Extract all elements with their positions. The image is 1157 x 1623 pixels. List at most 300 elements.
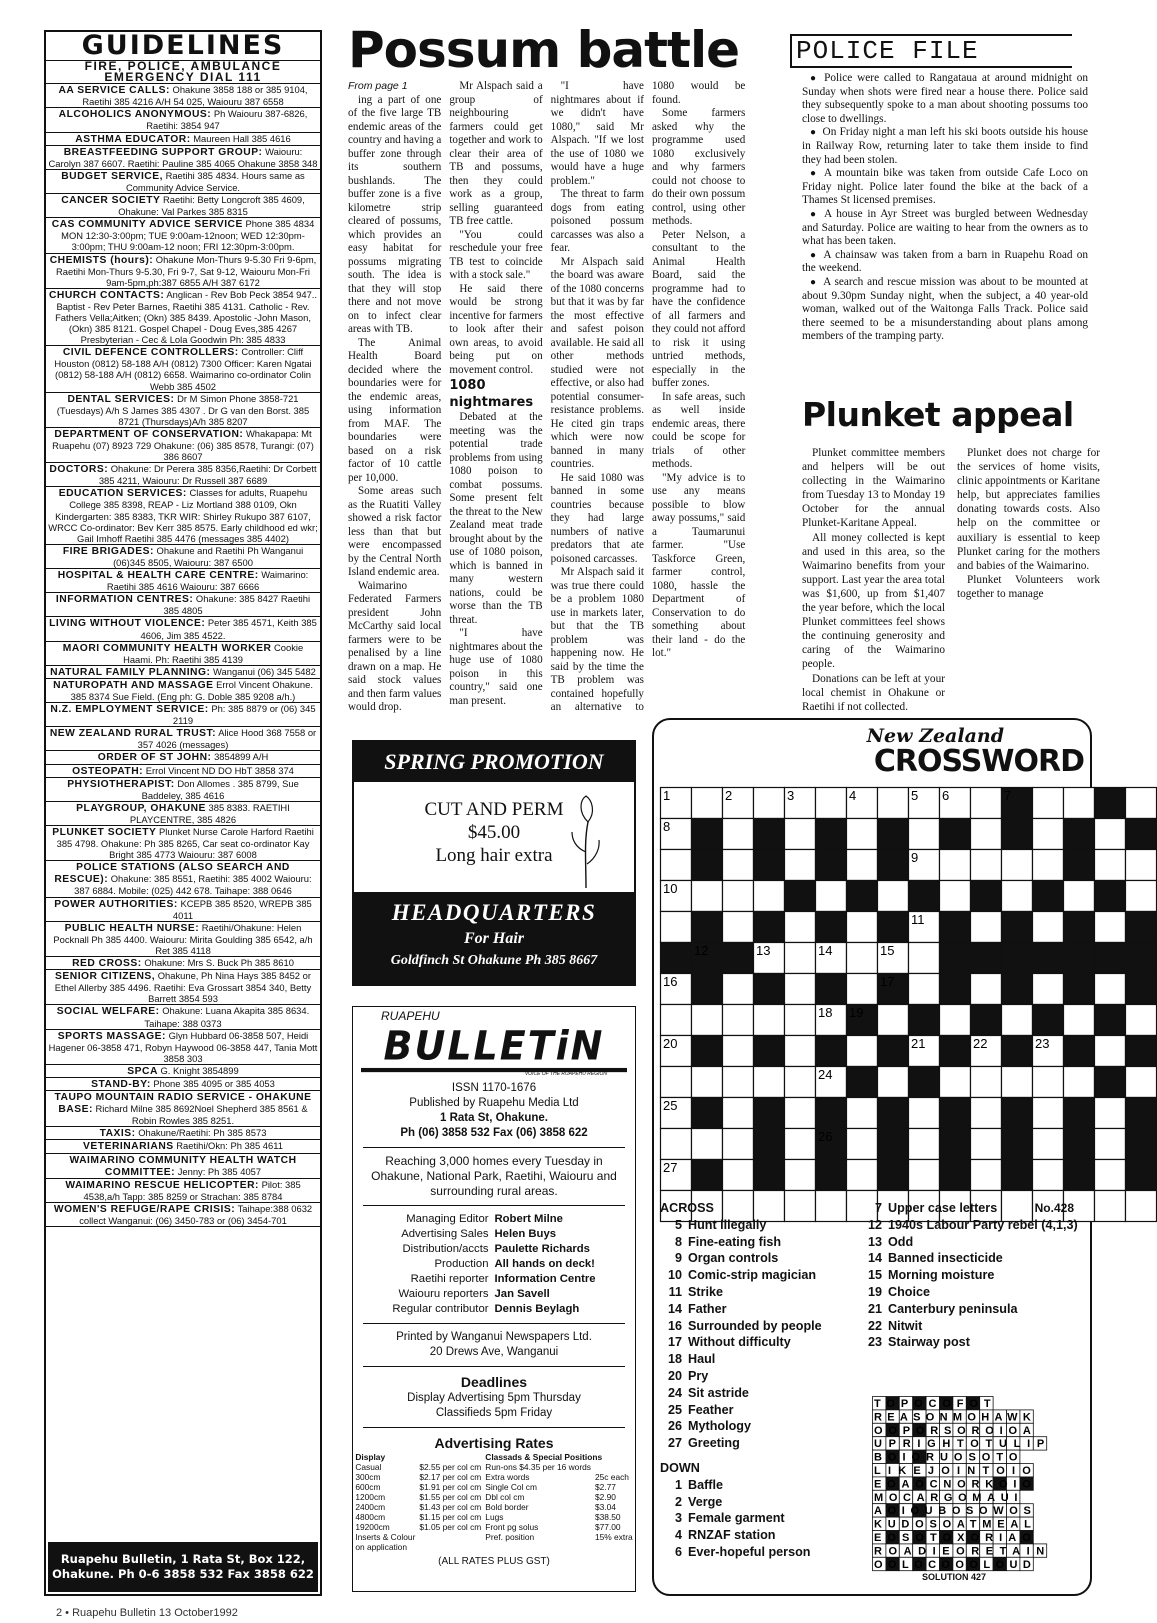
possum-paragraph: Mr Alspach said the board was aware of the 1080 concerns but that it was by far the most effective and safest poison available. He said all other methods studied were not effective, or also had potential consumer-resistance problems. He cited gin traps which were now banned in many countries.: [550, 255, 644, 470]
guideline-entry: [46, 703, 320, 727]
flower-icon: [568, 792, 604, 888]
possum-headline: Possum battle: [348, 21, 740, 79]
grid-cell-black: [971, 881, 1002, 912]
deadline-2: Classifieds 5pm Friday: [435, 1407, 553, 1419]
clue-text: 1940s Labour Party rebel (4,1,3): [888, 1217, 1078, 1232]
guideline-text: Alice Hood 368 7558 or 357 4026 (messages): [137, 727, 317, 751]
separator: [363, 1427, 625, 1428]
grid-cell[interactable]: [785, 1067, 816, 1098]
grid-cell-black: [940, 974, 971, 1005]
spacer: [660, 1452, 860, 1460]
grid-cell[interactable]: [878, 1005, 909, 1036]
rate-cell: 600cm: [355, 1482, 381, 1492]
crossword-grid-svg: [660, 787, 1157, 1222]
grid-cell[interactable]: [847, 1129, 878, 1160]
grid-cell-black: [1033, 1005, 1064, 1036]
guideline-entry: [46, 922, 320, 957]
grid-cell[interactable]: [754, 881, 785, 912]
grid-cell[interactable]: [971, 1067, 1002, 1098]
rates-row: [353, 1492, 634, 1502]
grid-cell[interactable]: [847, 943, 878, 974]
grid-number: 22: [973, 1036, 988, 1051]
grid-cell-black: [940, 1098, 971, 1129]
clue-text: Fine-eating fish: [688, 1234, 782, 1249]
grid-cell[interactable]: [971, 819, 1002, 850]
clue-text: Sit astride: [688, 1385, 749, 1400]
grid-cell[interactable]: [692, 1129, 723, 1160]
clue-number: 9: [674, 1251, 682, 1266]
grid-number: 11: [911, 912, 925, 927]
guideline-heading: INFORMATION CENTRES:: [55, 594, 194, 606]
guideline-entry: [46, 569, 320, 593]
grid-cell-black: [785, 881, 816, 912]
guideline-entry: [46, 170, 320, 194]
possum-paragraph: The Animal Health Board decided where the boundaries were for the endemic areas, using information from MAF. The boundaries were based on a risk factor of 10 cattle per 10,000.: [348, 336, 442, 484]
grid-cell[interactable]: [692, 881, 723, 912]
grid-cell[interactable]: [785, 943, 816, 974]
guideline-text: Jenny: Ph 385 4057: [177, 1165, 262, 1177]
grid-cell-black: [1126, 1129, 1157, 1160]
guideline-text: Ohakune and Raetihi Ph Wanganui (06)345 8505, Waiouru: 387 6500: [113, 544, 304, 568]
clue-number: 20: [667, 1368, 682, 1383]
guideline-entry: [46, 826, 320, 861]
grid-cell[interactable]: [785, 974, 816, 1005]
grid-cell[interactable]: [723, 881, 754, 912]
guideline-text: Whakapapa: Mt Ruapehu (07) 8923 729 Ohakune: (06) 385 8578, Turangi: (07) 386 8607: [52, 427, 314, 463]
guideline-entry: [46, 218, 320, 253]
grid-cell[interactable]: [754, 1067, 785, 1098]
guideline-text: Wanganui (06) 345 5482: [213, 665, 316, 677]
grid-cell[interactable]: [1095, 974, 1126, 1005]
clue-text: Upper case letters: [888, 1201, 998, 1215]
police-item: ● A house in Ayr Street was burgled between Wednesday and Saturday. Police are waiting to hear from the owners as to what has been taken.: [802, 208, 1088, 249]
grid-cell-black: [692, 850, 723, 881]
grid-cell[interactable]: [723, 912, 754, 943]
clue-item: [860, 1267, 1080, 1284]
guideline-text: Peter 385 4571, Keith 385 4606, Jim 385 4522.: [140, 617, 317, 641]
guideline-text: KCEPB 385 8520, WREPB 385 4011: [172, 897, 312, 921]
grid-cell[interactable]: [723, 1160, 754, 1191]
grid-number: 17: [880, 974, 895, 989]
grid-cell[interactable]: [847, 819, 878, 850]
grid-cell[interactable]: [785, 1005, 816, 1036]
clue-text: Morning moisture: [888, 1268, 995, 1283]
police-item: ● A search and rescue mission was about to be mounted at about 9.30pm Sunday night, when the subject, a 40 year-old woman, walked out of the Waitonga Falls Track. Police said there seemed to be a misunderstanding about plans among members of the tramping party.: [802, 276, 1088, 344]
grid-cell[interactable]: [878, 881, 909, 912]
possum-subhead: 1080 nightmares: [449, 378, 534, 410]
clue-text: Ever-hopeful person: [688, 1544, 811, 1559]
grid-cell[interactable]: [1033, 1098, 1064, 1129]
grid-cell[interactable]: [1095, 1036, 1126, 1067]
grid-cell[interactable]: [847, 1098, 878, 1129]
grid-cell[interactable]: [909, 974, 940, 1005]
guideline-heading: CAS COMMUNITY ADVICE SERVICE: [51, 219, 243, 231]
grid-cell[interactable]: [785, 1098, 816, 1129]
clue-number: 24: [667, 1385, 682, 1400]
grid-cell[interactable]: [971, 1129, 1002, 1160]
guideline-text: Don Allomes . 385 8799, Sue Baddeley, 385 4616: [141, 777, 299, 801]
grid-cell[interactable]: [1064, 788, 1095, 819]
guideline-text: Ohakune, Ph Nina Hays 385 8452 or Ethel Allerby 385 4496. Raetihi: Eva Grossart 3854 340, Betty Barrett 3854 593: [54, 970, 312, 1005]
grid-cell[interactable]: [754, 788, 785, 819]
clue-text: Feather: [688, 1402, 734, 1417]
grid-cell[interactable]: [909, 1160, 940, 1191]
grid-cell[interactable]: [661, 850, 692, 881]
clue-number: 1: [674, 1477, 682, 1492]
grid-cell-black: [723, 943, 754, 974]
grid-cell-black: [1002, 1098, 1033, 1129]
bulletin-ruapehu: RUAPEHU: [381, 1009, 440, 1023]
grid-cell[interactable]: [1095, 912, 1126, 943]
grid-cell[interactable]: [1033, 788, 1064, 819]
grid-cell[interactable]: [785, 1036, 816, 1067]
grid-cell-black: [1126, 974, 1157, 1005]
grid-cell[interactable]: [785, 850, 816, 881]
grid-cell[interactable]: [723, 1098, 754, 1129]
rates-row: [353, 1532, 634, 1542]
guideline-heading: POWER AUTHORITIES:: [54, 898, 178, 910]
rate-cell: Lugs: [485, 1512, 504, 1522]
separator: [363, 1147, 625, 1148]
grid-cell[interactable]: [971, 850, 1002, 881]
guideline-heading: FIRE BRIGADES:: [62, 545, 154, 557]
possum-paragraph: He said 1080 was banned in some countries because they had large numbers of native predators that ate poisoned carcasses.: [550, 471, 644, 565]
grid-cell[interactable]: [971, 974, 1002, 1005]
grid-cell[interactable]: [940, 850, 971, 881]
clue-text: Comic-strip magician: [688, 1268, 817, 1283]
grid-cell[interactable]: [1095, 1160, 1126, 1191]
grid-number: 4: [849, 788, 857, 803]
bulletin-phone: Ph (06) 3858 532 Fax (06) 3858 622: [400, 1127, 588, 1139]
grid-cell[interactable]: [1033, 1067, 1064, 1098]
rate-cell: $1.55 per col cm: [419, 1492, 482, 1502]
clue-text: Female garment: [688, 1511, 785, 1526]
clue-number: 26: [667, 1419, 682, 1434]
guideline-entry: [46, 393, 320, 428]
guideline-text: Glyn Hubbard 06-3858 507, Heidi Hagener 06-3858 471, Robyn Haywood 06-3858 447, Tania Mott 3858 303: [48, 1029, 318, 1064]
grid-cell[interactable]: [785, 912, 816, 943]
grid-cell[interactable]: [847, 974, 878, 1005]
clue-text: Banned insecticide: [888, 1251, 1003, 1266]
grid-cell[interactable]: [1033, 850, 1064, 881]
grid-cell[interactable]: [1126, 1067, 1157, 1098]
grid-cell-black: [692, 912, 723, 943]
grid-cell[interactable]: [878, 788, 909, 819]
grid-cell[interactable]: [661, 1005, 692, 1036]
clue-text: Organ controls: [688, 1251, 779, 1266]
grid-cell-black: [1002, 1160, 1033, 1191]
guideline-text: Ohakune: Dr Perera 385 8356,Raetihi: Dr Corbett 385 4211, Waiouru: Dr Russell 387 6689: [98, 463, 317, 487]
guideline-text: Phone 385 4834 MON 12:30-3:00pm; TUE 9:00am-12noon; WED 12:30pm-3:00pm; THU 9:00am-12 noon; FRI 12:30pm-3:00pm.: [61, 218, 315, 253]
bulletin-logo: BULLETiN: [361, 1024, 627, 1072]
rates-table: [353, 1452, 634, 1552]
guideline-text: Raetihi/Okn: Ph 385 4611: [176, 1140, 283, 1152]
clue-number: 5: [674, 1217, 682, 1232]
clue-item: [860, 1284, 1080, 1301]
grid-cell[interactable]: [1033, 1160, 1064, 1191]
grid-cell-black: [940, 912, 971, 943]
solution-row: BOIORUOSOTO: [874, 1451, 1018, 1464]
clue-item: [660, 1334, 860, 1351]
separator: [363, 1323, 625, 1324]
possum-paragraph: Waimarino Federated Farmers president John McCarthy said local farmers were to be penalised by a line drawn on a map. He said stock values and then farm values would drop.: [348, 579, 442, 713]
clue-number: 11: [668, 1284, 682, 1299]
clue-text: Odd: [888, 1234, 914, 1249]
grid-cell[interactable]: [940, 1067, 971, 1098]
solution-row: EOSOTOXORIAO: [874, 1532, 1031, 1544]
grid-cell[interactable]: [723, 1129, 754, 1160]
guideline-entry: [46, 593, 320, 617]
ad-brand-block: [354, 892, 634, 984]
rate-cell: $2.55 per col cm: [419, 1462, 482, 1472]
possum-paragraph: Debated at the meeting was the potential trade problems from using 1080 poison to combat possums. Some present felt the threat to the New Zealand meat trade brought about by the use of 1080 poison, which is banned in many western nations, could be worse than the TB threat.: [449, 411, 543, 626]
grid-cell[interactable]: [1033, 819, 1064, 850]
grid-cell-black: [878, 1129, 909, 1160]
grid-cell[interactable]: [1126, 881, 1157, 912]
clue-text: Canterbury peninsula: [888, 1301, 1018, 1316]
guideline-entry: [46, 617, 320, 641]
guideline-text: Richard Milne 385 8692Noel Shepherd 385 8561 & Robin Rowles 385 8251.: [95, 1103, 308, 1127]
clue-item: [660, 1318, 860, 1335]
guideline-heading: CIVIL DEFENCE CONTROLLERS:: [62, 347, 239, 359]
guideline-entry: [46, 1030, 320, 1065]
guideline-entry: [46, 765, 320, 778]
grid-cell-black: [1064, 974, 1095, 1005]
grid-cell[interactable]: [940, 881, 971, 912]
clue-item: [660, 1402, 860, 1419]
grid-cell[interactable]: [847, 1036, 878, 1067]
grid-cell[interactable]: [1126, 788, 1157, 819]
grid-cell[interactable]: [754, 1005, 785, 1036]
clue-item: [860, 1301, 1080, 1318]
grid-cell[interactable]: [1033, 912, 1064, 943]
grid-cell[interactable]: [1126, 850, 1157, 881]
grid-cell[interactable]: [1064, 1005, 1095, 1036]
clue-number: 8: [674, 1234, 682, 1249]
grid-cell[interactable]: [723, 819, 754, 850]
grid-cell-black: [754, 1098, 785, 1129]
grid-cell-black: [971, 943, 1002, 974]
grid-cell[interactable]: [1064, 881, 1095, 912]
grid-cell[interactable]: [1095, 1129, 1126, 1160]
guideline-heading: EDUCATION SERVICES:: [58, 488, 187, 500]
grid-cell-black: [816, 1036, 847, 1067]
grid-cell[interactable]: [1095, 1098, 1126, 1129]
clue-number: 3: [674, 1511, 682, 1526]
grid-cell[interactable]: [909, 819, 940, 850]
guideline-heading: PLUNKET SOCIETY: [52, 827, 157, 838]
clue-text: Hunt illegally: [688, 1217, 767, 1232]
rates-head-left: Display: [355, 1452, 386, 1462]
clue-text: Mythology: [688, 1419, 751, 1434]
guideline-text: G. Knight 3854899: [160, 1064, 239, 1076]
crossword-panel: [652, 718, 1092, 1596]
police-file-items: [802, 72, 1088, 386]
grid-cell[interactable]: [1126, 1191, 1157, 1222]
guideline-entry: [46, 1179, 320, 1203]
guideline-entry: [46, 802, 320, 826]
deadlines-title: Deadlines: [460, 1374, 528, 1390]
grid-cell-black: [1095, 1005, 1126, 1036]
clue-text: Without difficulty: [688, 1335, 791, 1350]
staff-table: [389, 1212, 598, 1317]
grid-cell[interactable]: [1095, 850, 1126, 881]
clue-number: 27: [667, 1436, 682, 1451]
grid-cell[interactable]: [692, 788, 723, 819]
clue-number: 22: [867, 1318, 882, 1333]
grid-cell[interactable]: [1126, 1005, 1157, 1036]
grid-cell[interactable]: [1002, 1005, 1033, 1036]
grid-cell[interactable]: [661, 1129, 692, 1160]
guideline-heading: NATUROPATH AND MASSAGE: [53, 679, 214, 691]
grid-cell[interactable]: [723, 1036, 754, 1067]
staff-row: [389, 1227, 598, 1242]
grid-cell-black: [1064, 1098, 1095, 1129]
guideline-heading: HOSPITAL & HEALTH CARE CENTRE:: [57, 570, 259, 582]
possum-paragraph: Mr Alspach said it was true there could be a problem 1080 use in markets later, but that the TB problem was happening now. He said by the time the TB problem was contained hopefully an alternative to 1080 would be found.: [550, 80, 746, 713]
ad-banner: SPRING PROMOTION: [354, 742, 634, 782]
grid-cell[interactable]: [692, 1005, 723, 1036]
clue-number: 2: [674, 1494, 682, 1509]
grid-cell[interactable]: [1002, 1067, 1033, 1098]
guideline-heading: SPCA: [127, 1065, 158, 1077]
rate-cell: 25c each: [594, 1472, 629, 1482]
clue-number: 14: [867, 1251, 882, 1266]
possum-paragraph: "I have nightmares about if we didn't have 1080," said Mr Alspach. "If we lost the use of 1080 we would have a huge problem.": [550, 80, 644, 187]
grid-cell[interactable]: [1064, 1067, 1095, 1098]
grid-cell-black: [1002, 819, 1033, 850]
guideline-text: Plunket Nurse Carole Harford Raetihi 385 4798. Ohakune: Ph 385 8265, Car seat co-ordinator Kay Bright 385 4773 Waiouru: 387 6008: [56, 826, 314, 861]
plunket-paragraph: Plunket committee members and helpers will be out collecting in the Waimarino from Tuesday 13 to Monday 19 October for the annual Plunket-Karitane Appeal.: [802, 447, 945, 530]
grid-cell[interactable]: [909, 1098, 940, 1129]
grid-cell-black: [1002, 1129, 1033, 1160]
grid-cell-black: [661, 943, 692, 974]
grid-number: 7: [1004, 788, 1012, 803]
grid-cell[interactable]: [847, 850, 878, 881]
bulletin-voice: VOICE OF THE RUAPEHU REGION: [524, 1071, 607, 1077]
crossword-number: No.428: [1034, 1201, 1074, 1215]
footer-line-1: Ruapehu Bulletin, 1 Rata St, Box 122,: [60, 1552, 306, 1566]
grid-cell[interactable]: [847, 912, 878, 943]
grid-cell-black: [692, 1098, 723, 1129]
plunket-paragraph: Plunket Volunteers work together to manage: [957, 573, 1100, 600]
clue-text: Surrounded by people: [688, 1318, 822, 1333]
rate-cell: 19200cm: [355, 1522, 390, 1532]
grid-cell[interactable]: [1033, 974, 1064, 1005]
clue-text: Baffle: [688, 1477, 723, 1492]
solution-row: EOAOCNORKOIO: [874, 1478, 1031, 1491]
guideline-heading: SPORTS MASSAGE:: [57, 1030, 166, 1042]
grid-cell[interactable]: [816, 881, 847, 912]
guideline-text: Dr M Simon Phone 3858-721 (Tuesdays) A/h S James 385 4307 . Dr G van den Borst. 385 8721 (Thursdays)A/h 385 8207: [56, 392, 310, 427]
guideline-text: Errol Vincent ND DO HbT 3858 374: [145, 764, 294, 776]
guideline-heading: SENIOR CITIZENS,: [55, 971, 156, 983]
grid-cell[interactable]: [971, 1160, 1002, 1191]
grid-cell[interactable]: [723, 850, 754, 881]
grid-cell[interactable]: [723, 1067, 754, 1098]
guideline-heading: TAUPO MOUNTAIN RADIO SERVICE - OHAKUNE BASE:: [54, 1092, 312, 1116]
grid-cell[interactable]: [1002, 850, 1033, 881]
rates-row: [353, 1502, 634, 1512]
grid-cell[interactable]: [692, 1067, 723, 1098]
grid-cell[interactable]: [1095, 1191, 1126, 1222]
rate-cell: $2.90: [594, 1492, 616, 1502]
staff-role: Distribution/accts: [402, 1243, 489, 1255]
grid-cell[interactable]: [661, 1067, 692, 1098]
guideline-entry: [46, 61, 320, 84]
guidelines-panel: [44, 30, 322, 1596]
ad-sub: For Hair: [463, 930, 524, 947]
staff-name: All hands on deck!: [494, 1258, 595, 1270]
guideline-heading: BREASTFEEDING SUPPORT GROUP:: [63, 146, 263, 158]
ad-price: $45.00: [467, 822, 521, 843]
rate-cell: Dbl col cm: [485, 1492, 525, 1502]
grid-cell[interactable]: [723, 1005, 754, 1036]
guideline-heading: ASTHMA EDUCATOR:: [75, 133, 191, 145]
guideline-heading: ORDER OF ST JOHN:: [97, 752, 212, 764]
grid-cell[interactable]: [785, 1129, 816, 1160]
guideline-entry: [46, 289, 320, 346]
grid-cell[interactable]: [971, 788, 1002, 819]
possum-paragraph: "You could reschedule your free TB test to coincide with a stock sale.": [449, 228, 543, 281]
grid-cell[interactable]: [971, 1098, 1002, 1129]
clue-text: Greeting: [688, 1436, 740, 1451]
guideline-text: Controller: Cliff Houston (0812) 58-188 A/H (0812) 7300 Officer: Karen Ngatai (0812) 58-188 A/H (0812) 6658. Waimarino co-ordinator Colin Webb 385 4502: [54, 346, 312, 392]
grid-cell[interactable]: [909, 943, 940, 974]
grid-cell[interactable]: [816, 788, 847, 819]
grid-cell-black: [754, 912, 785, 943]
guideline-heading: NATURAL FAMILY PLANNING:: [50, 666, 211, 678]
grid-cell[interactable]: [847, 1160, 878, 1191]
rate-cell: $3.04: [594, 1502, 616, 1512]
grid-cell[interactable]: [1095, 819, 1126, 850]
guideline-text: Maureen Hall 385 4616: [193, 132, 291, 144]
grid-cell[interactable]: [940, 1005, 971, 1036]
bulletin-issn: ISSN 1170-1676: [451, 1082, 537, 1094]
guideline-text: Raetihi 385 4834. Hours same as Community Advice Service.: [125, 169, 305, 193]
grid-cell[interactable]: [723, 974, 754, 1005]
grid-cell[interactable]: [909, 1129, 940, 1160]
grid-cell[interactable]: [785, 1160, 816, 1191]
grid-cell-black: [1064, 912, 1095, 943]
guideline-entry: [46, 1140, 320, 1153]
ad-address: Goldfinch St Ohakune Ph 385 8667: [390, 953, 598, 968]
grid-cell[interactable]: [1033, 1129, 1064, 1160]
guideline-entry: [46, 1154, 320, 1179]
guideline-entry: [46, 146, 320, 170]
clue-item: [660, 1435, 860, 1452]
clue-item: [660, 1494, 860, 1511]
clue-text: Choice: [888, 1284, 930, 1299]
grid-cell[interactable]: [878, 1067, 909, 1098]
clue-text: Strike: [688, 1284, 724, 1299]
grid-number: 20: [663, 1036, 678, 1051]
clue-text: Stairway post: [888, 1335, 970, 1350]
grid-cell[interactable]: [785, 819, 816, 850]
grid-cell[interactable]: [971, 912, 1002, 943]
grid-cell[interactable]: [661, 912, 692, 943]
plunket-paragraph: Plunket does not charge for the services of home visits, clinic appointments or Karitane help, but appreciates families donating towards costs. Also help on the committee or auxiliary is essential to keep Plunket caring for the mothers and babies of the Waimarino.: [957, 447, 1100, 572]
clue-text: Father: [688, 1301, 727, 1316]
possum-paragraph: "My advice is to use any means possible to blow away possums," said a Taumarunui farmer. "Use Taskforce Green, farmer control, 1080, hassle the Department of Conservation to do something about their land - do the lot.": [651, 471, 746, 659]
grid-cell[interactable]: [1002, 881, 1033, 912]
guideline-entry: [46, 346, 320, 392]
clue-number: 12: [867, 1217, 882, 1232]
grid-cell-black: [1126, 943, 1157, 974]
bulletin-address: 1 Rata St, Ohakune.: [439, 1112, 548, 1124]
grid-cell-black: [878, 1098, 909, 1129]
rate-cell: Front pg solus: [485, 1522, 539, 1532]
